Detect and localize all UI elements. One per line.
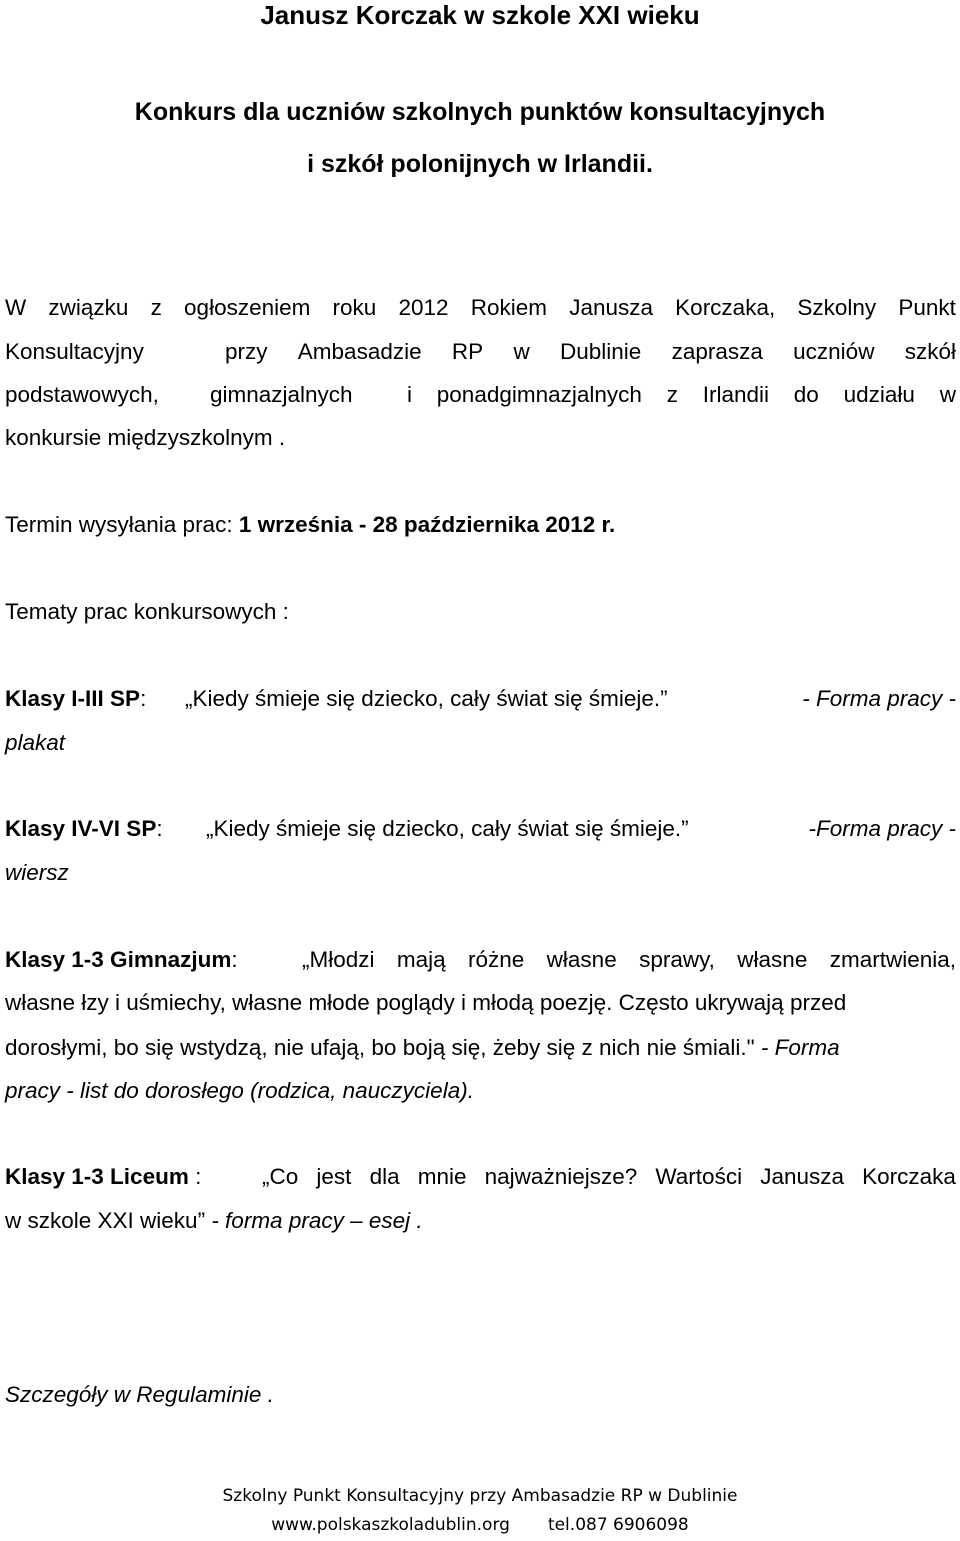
word: do — [793, 382, 819, 407]
class-4-6-colon: : — [156, 816, 163, 841]
class-1-3-label-text: Klasy I-III SP — [5, 686, 141, 711]
gimnazjum-label — [5, 949, 238, 972]
word: Rokiem — [470, 295, 548, 320]
intro-line-4: konkursie międzyszkolnym . — [5, 425, 286, 450]
word: RP — [451, 339, 484, 364]
word: Korczaka — [862, 1164, 956, 1189]
intro-line-3-rest — [407, 384, 956, 407]
word: Szkolny — [797, 295, 877, 320]
word: Irlandii — [702, 382, 770, 407]
gimnazjum-colon: : — [231, 947, 238, 972]
word: Korczaka, — [675, 295, 776, 320]
deadline — [5, 514, 956, 537]
intro-line-3-word-1: podstawowych, — [5, 382, 159, 407]
gimnazjum-line-4: pracy - list do dorosłego (rodzica, nauczyciela). — [5, 1078, 474, 1103]
class-4-6-form-value: wiersz — [5, 860, 69, 885]
footer-website: www.polskaszkoladublin.org — [271, 1515, 510, 1535]
intro-line-2-rest — [225, 341, 956, 364]
intro-line-3-word-2: gimnazjalnych — [210, 382, 353, 407]
class-4-6-topic: „Kiedy śmieje się dziecko, cały świat się śmieje.” — [206, 816, 689, 841]
word: „Co — [262, 1164, 299, 1189]
deadline-label: Termin wysyłania prac: — [5, 512, 239, 537]
liceum-label — [5, 1166, 201, 1189]
word: jest — [316, 1164, 352, 1189]
liceum-line-2 — [5, 1210, 956, 1233]
word: mnie — [417, 1164, 467, 1189]
intro-line-1 — [5, 297, 956, 320]
word: własne — [737, 947, 808, 972]
intro-line-2-first: Konsultacyjny — [5, 339, 144, 364]
liceum-line-2-text: w szkole XXI wieku” — [5, 1208, 206, 1233]
class-1-3-topic: „Kiedy śmieje się dziecko, cały świat się śmieje.” — [185, 686, 668, 711]
class-4-6-form: -Forma pracy - — [808, 816, 956, 841]
details-note: Szczegóły w Regulaminie . — [5, 1382, 274, 1407]
topics-heading: Tematy prac konkursowych : — [5, 599, 289, 624]
word: ogłoszeniem — [184, 295, 311, 320]
class-1-3-label — [5, 688, 146, 711]
word: Punkt — [898, 295, 956, 320]
word: związku — [48, 295, 129, 320]
word: „Młodzi — [302, 947, 375, 972]
word: w — [513, 339, 530, 364]
liceum-form: - forma pracy – esej . — [205, 1208, 423, 1233]
class-1-3-colon: : — [140, 686, 147, 711]
word: Wartości — [655, 1164, 743, 1189]
liceum-colon: : — [188, 1164, 202, 1189]
class-4-6-label — [5, 818, 163, 841]
liceum-label-text: Klasy 1-3 Liceum — [5, 1164, 189, 1189]
word: dla — [369, 1164, 400, 1189]
gimnazjum-form: - Forma — [760, 1035, 840, 1060]
word: mają — [396, 947, 446, 972]
word: różne — [468, 947, 525, 972]
word: i — [407, 382, 412, 407]
gimnazjum-label-text: Klasy 1-3 Gimnazjum — [5, 947, 232, 972]
class-4-6-label-text: Klasy IV-VI SP — [5, 816, 157, 841]
word: 2012 — [398, 295, 449, 320]
word: uczniów — [793, 339, 875, 364]
word: roku — [332, 295, 377, 320]
word: najważniejsze? — [484, 1164, 638, 1189]
word: sprawy, — [639, 947, 715, 972]
word: własne — [546, 947, 617, 972]
word: z — [666, 382, 678, 407]
word: W — [5, 295, 27, 320]
document-title: Janusz Korczak w szkole XXI wieku — [260, 0, 700, 30]
word: ponadgimnazjalnych — [436, 382, 642, 407]
footer-school-name: Szkolny Punkt Konsultacyjny przy Ambasadzie RP w Dublinie — [222, 1486, 738, 1506]
word: Dublinie — [559, 339, 642, 364]
gimnazjum-line-3 — [5, 1037, 956, 1060]
word: w — [939, 382, 956, 407]
word: Janusza — [569, 295, 653, 320]
gimnazjum-line-2: własne łzy i uśmiechy, własne młode poglądy i młodą poezję. Często ukrywają przed — [5, 990, 847, 1015]
word: Janusza — [760, 1164, 845, 1189]
word: przy — [225, 339, 268, 364]
word: z — [150, 295, 162, 320]
footer-contact — [0, 1517, 960, 1534]
class-1-3-form: - Forma pracy - — [802, 686, 956, 711]
word: szkół — [904, 339, 956, 364]
contest-subtitle-line1: Konkurs dla uczniów szkolnych punktów konsultacyjnych — [134, 98, 826, 126]
word: zmartwienia, — [829, 947, 956, 972]
contest-subtitle-line2: i szkół polonijnych w Irlandii. — [307, 150, 653, 178]
footer-phone: tel.087 6906098 — [547, 1515, 689, 1535]
gimnazjum-line-3-text: dorosłymi, bo się wstydzą, nie ufają, bo boją się, żeby się z nich nie śmiali." — [5, 1035, 761, 1060]
word: zaprasza — [671, 339, 763, 364]
gimnazjum-topic-start — [302, 949, 956, 972]
word: udziału — [843, 382, 915, 407]
liceum-topic-start — [262, 1166, 956, 1189]
deadline-value: 1 września - 28 października 2012 r. — [238, 512, 616, 537]
word: Ambasadzie — [297, 339, 422, 364]
class-1-3-form-value: plakat — [5, 730, 66, 755]
